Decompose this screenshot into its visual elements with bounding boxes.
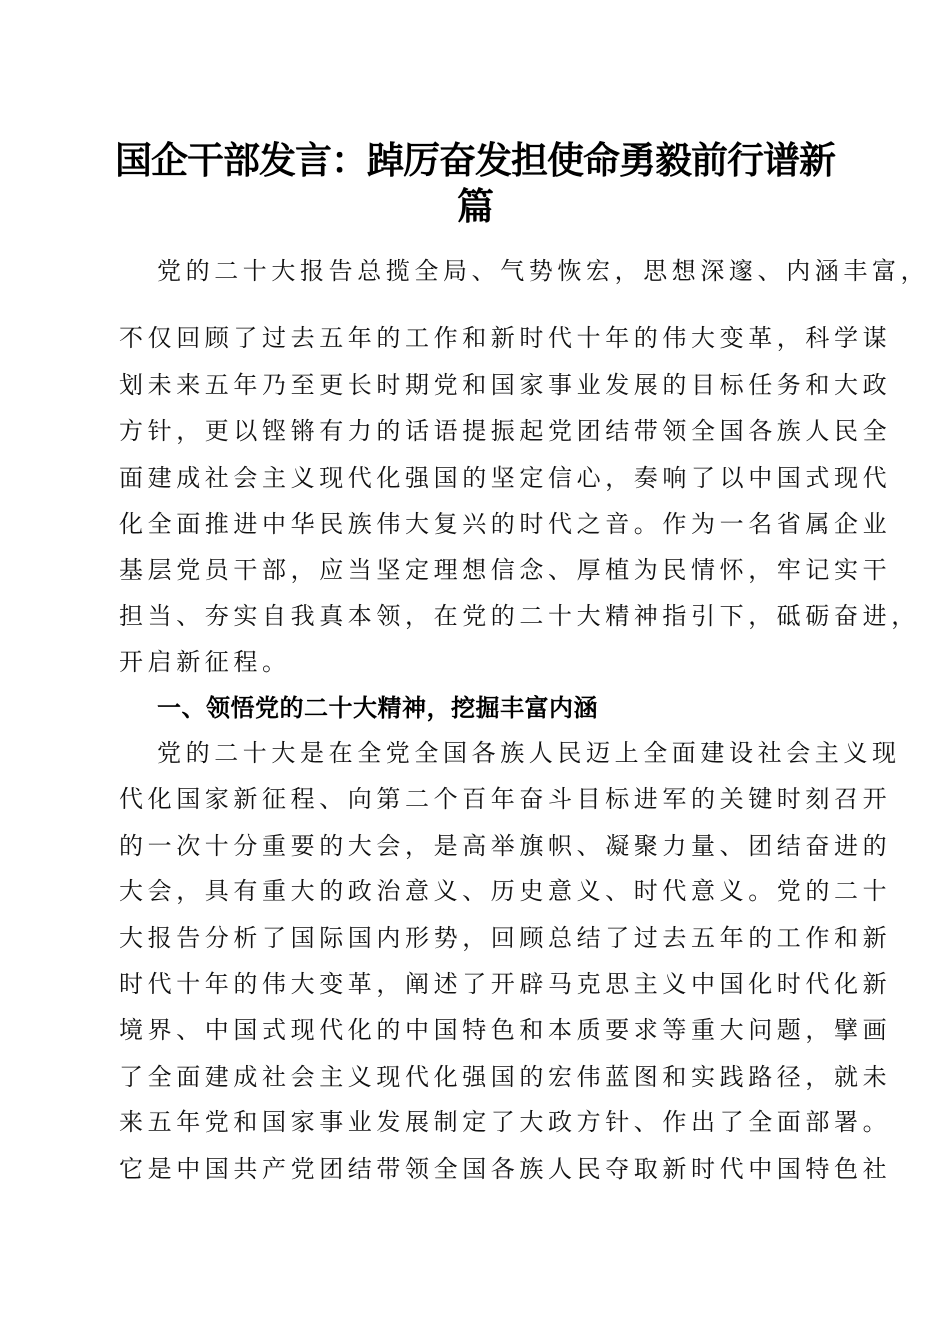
paragraph-line: 划未来五年乃至更长时期党和国家事业发展的目标任务和大政	[119, 371, 892, 399]
paragraph-line: 大会，具有重大的政治意义、历史意义、时代意义。党的二十	[119, 877, 892, 905]
document-title-line-2: 篇	[457, 184, 493, 228]
paragraph-line: 担当、夯实自我真本领，在党的二十大精神指引下，砥砺奋进，	[119, 602, 920, 630]
paragraph-line: 代化国家新征程、向第二个百年奋斗目标进军的关键时刻召开	[119, 785, 892, 813]
paragraph-line: 不仅回顾了过去五年的工作和新时代十年的伟大变革，科学谋	[119, 324, 892, 352]
paragraph-line: 境界、中国式现代化的中国特色和本质要求等重大问题，擘画	[119, 1016, 892, 1044]
paragraph-line: 基层党员干部，应当坚定理想信念、厚植为民情怀，牢记实干	[119, 556, 892, 584]
paragraph-line: 了全面建成社会主义现代化强国的宏伟蓝图和实践路径，就未	[119, 1063, 892, 1091]
paragraph-line: 党的二十大报告总揽全局、气势恢宏，思想深邃、内涵丰富，	[157, 257, 930, 285]
paragraph-line: 面建成社会主义现代化强国的坚定信心，奏响了以中国式现代	[119, 464, 892, 492]
paragraph-line: 化全面推进中华民族伟大复兴的时代之音。作为一名省属企业	[119, 510, 892, 538]
paragraph-line: 时代十年的伟大变革，阐述了开辟马克思主义中国化时代化新	[119, 970, 892, 998]
section-heading-1: 一、领悟党的二十大精神，挖掘丰富内涵	[157, 694, 598, 722]
paragraph-line: 它是中国共产党团结带领全国各族人民夺取新时代中国特色社	[119, 1155, 892, 1183]
paragraph-line: 大报告分析了国际国内形势，回顾总结了过去五年的工作和新	[119, 924, 892, 952]
paragraph-line: 的一次十分重要的大会，是高举旗帜、凝聚力量、团结奋进的	[119, 832, 892, 860]
paragraph-line: 党的二十大是在全党全国各族人民迈上全面建设社会主义现	[157, 739, 901, 767]
paragraph-line: 方针，更以铿锵有力的话语提振起党团结带领全国各族人民全	[119, 417, 892, 445]
document-title-line-1: 国企干部发言：踔厉奋发担使命勇毅前行谱新	[115, 138, 835, 182]
paragraph-line: 开启新征程。	[119, 648, 291, 676]
paragraph-line: 来五年党和国家事业发展制定了大政方针、作出了全面部署。	[119, 1108, 892, 1136]
